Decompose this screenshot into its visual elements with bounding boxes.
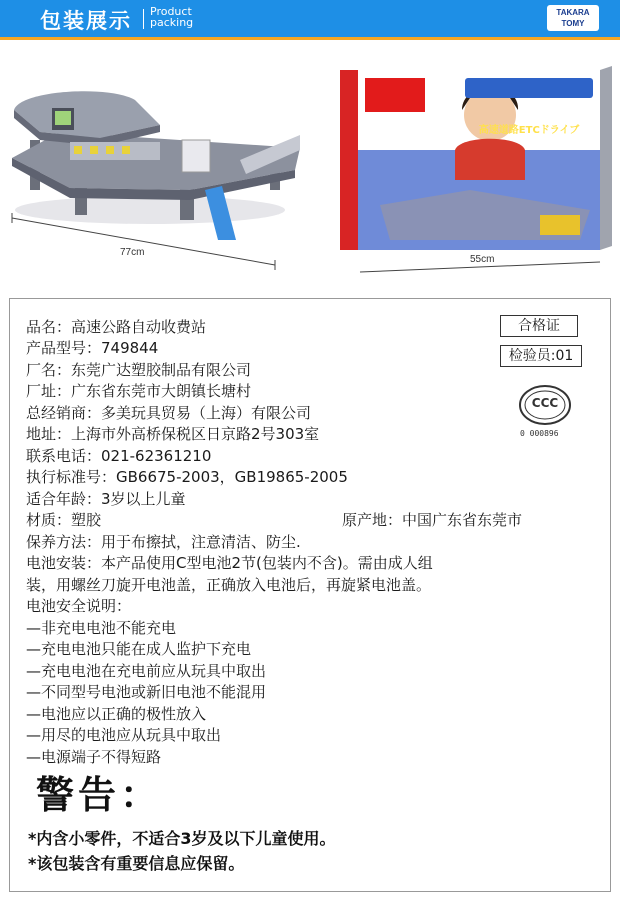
spec-panel: [9, 298, 611, 892]
set-width-label: 77cm: [120, 247, 145, 258]
qualified-certificate: 合格证: [500, 315, 578, 337]
brand-line2: TOMY: [561, 19, 585, 28]
battery-rule: —充电电池只能在成人监护下充电: [26, 640, 252, 658]
ccc-number: 0 000896: [520, 429, 559, 438]
inspector-label: 检验员:01: [500, 345, 582, 367]
origin: 原产地：中国广东省东莞市: [342, 511, 523, 529]
header-subtitle: [150, 6, 193, 28]
battery-install-line1: 电池安装：本产品使用C型电池2节(包装内不含)。需由成人组: [26, 554, 433, 572]
ccc-mark-text: CCC: [531, 396, 559, 410]
header-subtitle-line2: packing: [150, 16, 194, 29]
page-header: [0, 0, 620, 37]
header-divider: [143, 9, 144, 29]
product-photos: [0, 40, 620, 290]
factory-address: 厂址：广东省东莞市大朗镇长塘村: [26, 382, 252, 400]
manufacturer: 厂名：东莞广达塑胶制品有限公司: [26, 361, 252, 379]
standard: 执行标准号：GB6675-2003，GB19865-2005: [26, 468, 348, 486]
brand-logo: [547, 5, 599, 31]
box-title: 高速道路ETCドライブ: [478, 125, 580, 136]
warning-small-parts: *内含小零件，不适合3岁及以下儿童使用。: [28, 829, 336, 848]
battery-safety-title: 电池安全说明：: [26, 597, 132, 615]
battery-rule: —电源端子不得短路: [26, 748, 162, 766]
age-range: 适合年龄：3岁以上儿童: [26, 490, 186, 508]
brand-line1: TAKARA: [556, 8, 590, 17]
care-method: 保养方法：用于布擦拭，注意清洁、防尘.: [26, 533, 301, 551]
battery-rule: —不同型号电池或新旧电池不能混用: [26, 683, 267, 701]
phone: 联系电话：021-62361210: [26, 447, 212, 465]
battery-rule: —充电电池在充电前应从玩具中取出: [26, 662, 267, 680]
warning-title: 警告：: [36, 773, 163, 817]
product-name: 品名：高速公路自动收费站: [26, 318, 207, 336]
battery-rule: —非充电电池不能充电: [26, 619, 177, 637]
battery-install-line2: 装，用螺丝刀旋开电池盖，正确放入电池后，再旋紧电池盖。: [26, 576, 432, 594]
battery-rule: —用尽的电池应从玩具中取出: [26, 726, 222, 744]
track-set-image: [0, 40, 620, 290]
model-number: 产品型号：749844: [26, 339, 159, 357]
address: 地址：上海市外高桥保税区日京路2号303室: [26, 425, 320, 443]
header-subtitle-line1: Product: [150, 5, 192, 18]
battery-rule: —电池应以正确的极性放入: [26, 705, 207, 723]
distributor: 总经销商：多美玩具贸易（上海）有限公司: [26, 404, 312, 422]
box-logo: トミカ: [370, 120, 419, 139]
warning-keep-package: *该包装含有重要信息应保留。: [28, 854, 245, 873]
material: 材质：塑胶: [26, 511, 102, 529]
box-width-label: 55cm: [470, 254, 495, 265]
header-title: 包装展示: [40, 9, 132, 33]
